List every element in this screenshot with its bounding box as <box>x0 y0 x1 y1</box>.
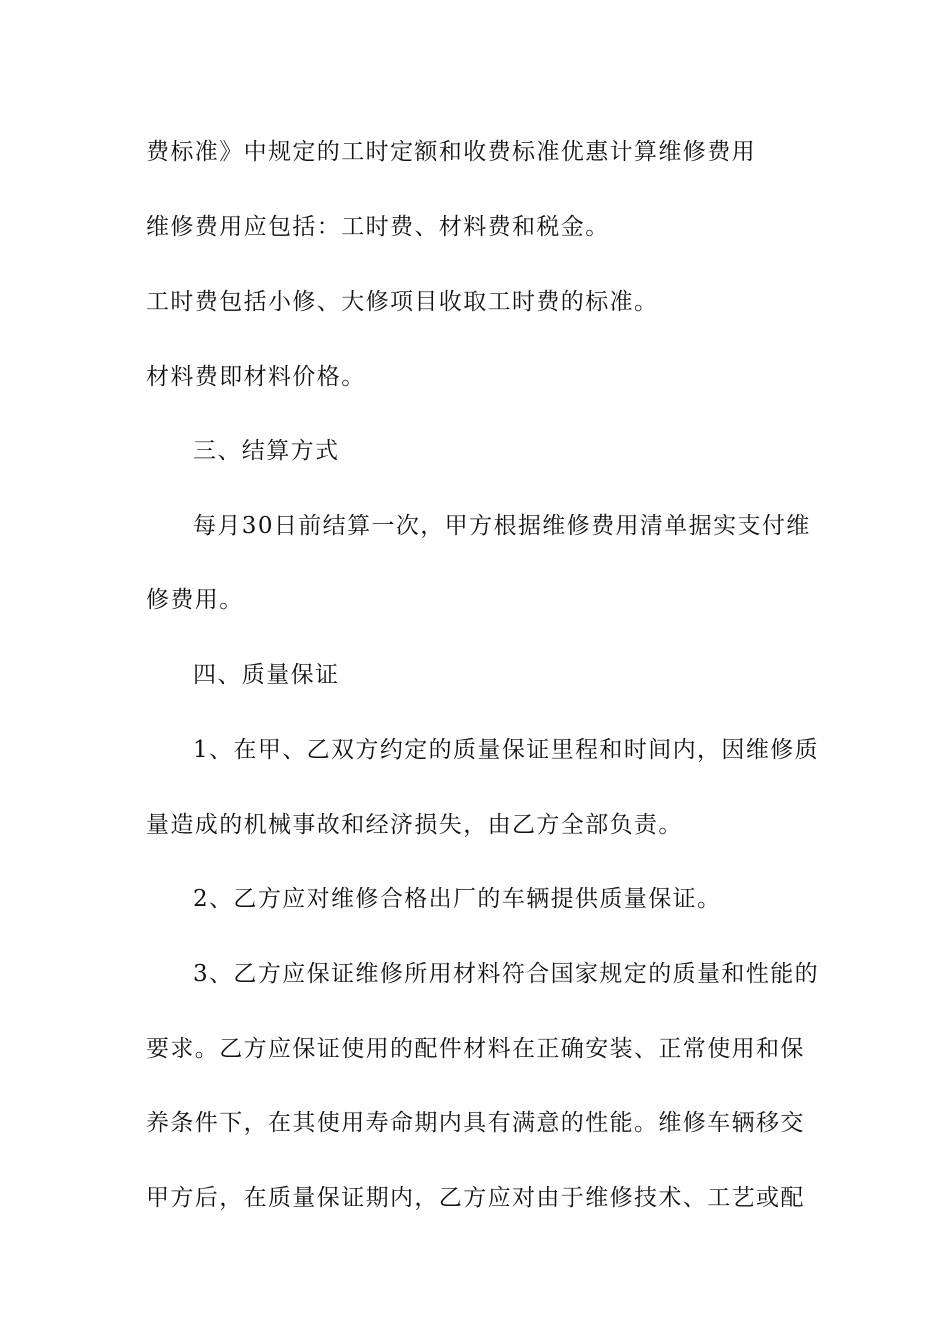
text-line: 2、乙方应对维修合格出厂的车辆提供质量保证。 <box>193 886 722 912</box>
text-line: 甲方后，在质量保证期内，乙方应对由于维修技术、工艺或配 <box>146 1185 805 1211</box>
text-line: 3、乙方应保证维修所用材料符合国家规定的质量和性能的 <box>193 961 820 987</box>
text-line: 每月30日前结算一次，甲方根据维修费用清单据实支付维 <box>193 513 811 539</box>
text-line: 1、在甲、乙双方约定的质量保证里程和时间内，因维修质 <box>193 737 820 763</box>
section-heading: 四、质量保证 <box>193 662 340 688</box>
section-heading: 三、结算方式 <box>193 438 340 464</box>
text-line: 维修费用应包括：工时费、材料费和税金。 <box>146 214 610 240</box>
text-line: 养条件下，在其使用寿命期内具有满意的性能。维修车辆移交 <box>146 1110 805 1136</box>
text-line: 工时费包括小修、大修项目收取工时费的标准。 <box>146 289 659 315</box>
text-line: 费标准》中规定的工时定额和收费标准优惠计算维修费用 <box>146 139 756 165</box>
text-line: 要求。乙方应保证使用的配件材料在正确安装、正常使用和保 <box>146 1036 805 1062</box>
text-line: 量造成的机械事故和经济损失，由乙方全部负责。 <box>146 812 683 838</box>
text-line: 修费用。 <box>146 587 244 613</box>
text-line: 材料费即材料价格。 <box>146 364 366 390</box>
